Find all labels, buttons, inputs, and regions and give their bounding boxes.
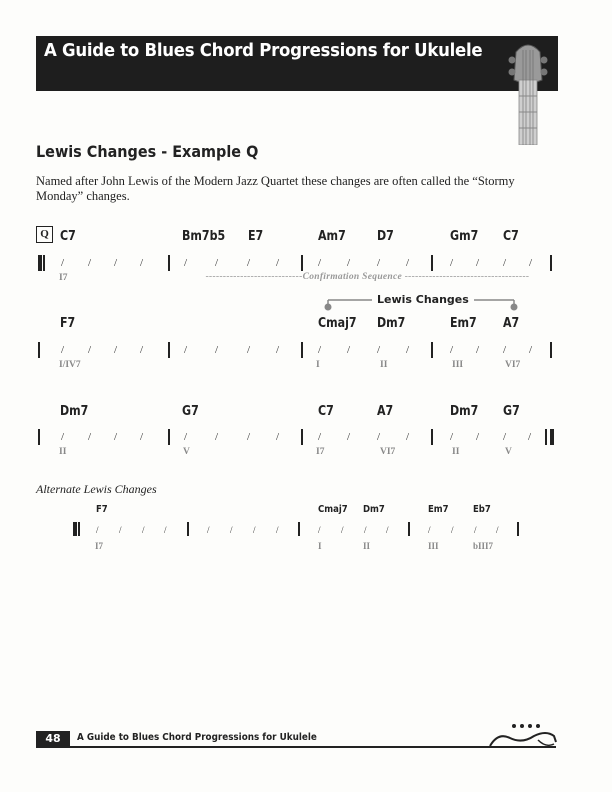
beat-slash: /	[503, 257, 507, 269]
beat-slash: /	[88, 344, 92, 356]
beat-slash: /	[318, 257, 322, 269]
beat-slash: /	[247, 344, 251, 356]
barline	[301, 255, 303, 271]
roman-numeral: I7	[59, 273, 68, 283]
roman-numeral: V	[183, 447, 190, 457]
roman-numeral: III	[428, 541, 439, 551]
beat-slash: /	[207, 525, 210, 535]
roman-numeral: I	[318, 541, 322, 551]
roman-numeral: I	[316, 360, 320, 370]
beat-slash: /	[347, 431, 351, 443]
beat-slash: /	[386, 525, 389, 535]
barline	[38, 342, 40, 358]
beat-slash: /	[96, 525, 99, 535]
beat-slash: /	[114, 257, 118, 269]
beat-slash: /	[528, 431, 532, 443]
lewis-changes-label: Lewis Changes	[372, 293, 474, 306]
chord-symbol: Em7	[428, 504, 449, 515]
section-title: Lewis Changes - Example Q	[36, 142, 259, 161]
beat-slash: /	[88, 431, 92, 443]
beat-slash: /	[450, 344, 454, 356]
beat-slash: /	[114, 344, 118, 356]
chord-symbol: Cmaj7	[318, 504, 348, 515]
beat-slash: /	[215, 431, 219, 443]
roman-numeral: I7	[95, 541, 104, 551]
chord-symbol: A7	[503, 316, 520, 331]
barline	[38, 429, 40, 445]
chord-symbol: F7	[96, 504, 108, 515]
ukulele-outline-icon	[488, 722, 558, 750]
chord-symbol: A7	[377, 404, 394, 419]
repeat-barline	[550, 429, 554, 445]
page-header	[36, 36, 558, 91]
alternate-title: Alternate Lewis Changes	[36, 482, 157, 496]
beat-slash: /	[406, 431, 410, 443]
header-title: A Guide to Blues Chord Progressions for Ukulele	[44, 40, 483, 61]
chord-symbol: Dm7	[363, 504, 385, 515]
barline	[43, 255, 45, 271]
beat-slash: /	[184, 344, 188, 356]
beat-slash: /	[364, 525, 367, 535]
barline	[431, 342, 433, 358]
barline	[301, 429, 303, 445]
chord-symbol: C7	[60, 229, 76, 244]
barline	[550, 342, 552, 358]
chord-symbol: C7	[318, 404, 334, 419]
roman-numeral: I7	[316, 447, 325, 457]
beat-slash: /	[276, 431, 280, 443]
beat-slash: /	[140, 344, 144, 356]
roman-numeral: II	[59, 447, 67, 457]
repeat-barline	[38, 255, 42, 271]
beat-slash: /	[451, 525, 454, 535]
beat-slash: /	[406, 257, 410, 269]
chord-symbol: Em7	[450, 316, 477, 331]
repeat-barline	[73, 522, 77, 536]
ukulele-headstock-icon	[506, 40, 550, 145]
beat-slash: /	[142, 525, 145, 535]
beat-slash: /	[164, 525, 167, 535]
barline	[168, 429, 170, 445]
barline	[168, 255, 170, 271]
barline	[431, 255, 433, 271]
chord-symbol: F7	[60, 316, 76, 331]
beat-slash: /	[318, 344, 322, 356]
beat-slash: /	[140, 431, 144, 443]
beat-slash: /	[347, 257, 351, 269]
beat-slash: /	[184, 257, 188, 269]
chord-symbol: Am7	[318, 229, 346, 244]
beat-slash: /	[474, 525, 477, 535]
barline	[168, 342, 170, 358]
beat-slash: /	[253, 525, 256, 535]
beat-slash: /	[61, 257, 65, 269]
beat-slash: /	[215, 257, 219, 269]
footer-rule	[36, 746, 556, 748]
beat-slash: /	[476, 431, 480, 443]
beat-slash: /	[230, 525, 233, 535]
intro-paragraph: Named after John Lewis of the Modern Jazz Quartet these changes are often called the “Stormy Monday” changes.	[36, 174, 515, 203]
beat-slash: /	[496, 525, 499, 535]
beat-slash: /	[276, 257, 280, 269]
beat-slash: /	[476, 344, 480, 356]
beat-slash: /	[318, 525, 321, 535]
example-marker: Q	[36, 226, 53, 243]
barline	[550, 255, 552, 271]
beat-slash: /	[247, 257, 251, 269]
beat-slash: /	[450, 257, 454, 269]
roman-numeral: V	[505, 447, 512, 457]
roman-numeral: VI7	[505, 360, 521, 370]
beat-slash: /	[377, 344, 381, 356]
beat-slash: /	[184, 431, 188, 443]
page-number: 48	[36, 731, 70, 747]
beat-slash: /	[428, 525, 431, 535]
chord-symbol: Eb7	[473, 504, 491, 515]
roman-numeral: II	[452, 447, 460, 457]
chord-symbol: D7	[377, 229, 394, 244]
barline	[298, 522, 300, 536]
beat-slash: /	[119, 525, 122, 535]
chord-symbol: G7	[182, 404, 199, 419]
beat-slash: /	[450, 431, 454, 443]
beat-slash: /	[529, 257, 533, 269]
beat-slash: /	[215, 344, 219, 356]
barline	[187, 522, 189, 536]
chord-symbol: Dm7	[377, 316, 406, 331]
beat-slash: /	[247, 431, 251, 443]
chord-symbol: Cmaj7	[318, 316, 357, 331]
beat-slash: /	[377, 431, 381, 443]
beat-slash: /	[503, 431, 507, 443]
beat-slash: /	[341, 525, 344, 535]
chord-symbol: E7	[248, 229, 264, 244]
beat-slash: /	[377, 257, 381, 269]
beat-slash: /	[529, 344, 533, 356]
barline	[301, 342, 303, 358]
barline	[408, 522, 410, 536]
footer-title: A Guide to Blues Chord Progressions for Ukulele	[77, 732, 317, 743]
beat-slash: /	[61, 344, 65, 356]
barline	[545, 429, 547, 445]
chord-symbol: C7	[503, 229, 519, 244]
barline	[431, 429, 433, 445]
roman-numeral: II	[380, 360, 388, 370]
confirmation-sequence-label: ----------------------------Confirmation Sequence ------------------------------------	[205, 272, 530, 282]
barline	[517, 522, 519, 536]
beat-slash: /	[347, 344, 351, 356]
barline	[78, 522, 80, 536]
roman-numeral: II	[363, 541, 371, 551]
beat-slash: /	[140, 257, 144, 269]
chord-symbol: G7	[503, 404, 520, 419]
beat-slash: /	[406, 344, 410, 356]
chord-symbol: Bm7b5	[182, 229, 226, 244]
beat-slash: /	[476, 257, 480, 269]
beat-slash: /	[318, 431, 322, 443]
beat-slash: /	[503, 344, 507, 356]
beat-slash: /	[61, 431, 65, 443]
chord-symbol: Dm7	[60, 404, 89, 419]
roman-numeral: VI7	[380, 447, 396, 457]
roman-numeral: III	[452, 360, 464, 370]
beat-slash: /	[114, 431, 118, 443]
chord-symbol: Gm7	[450, 229, 479, 244]
beat-slash: /	[88, 257, 92, 269]
roman-numeral: I/IV7	[59, 360, 81, 370]
roman-numeral: bIII7	[473, 541, 494, 551]
beat-slash: /	[276, 344, 280, 356]
chord-symbol: Dm7	[450, 404, 479, 419]
beat-slash: /	[276, 525, 279, 535]
